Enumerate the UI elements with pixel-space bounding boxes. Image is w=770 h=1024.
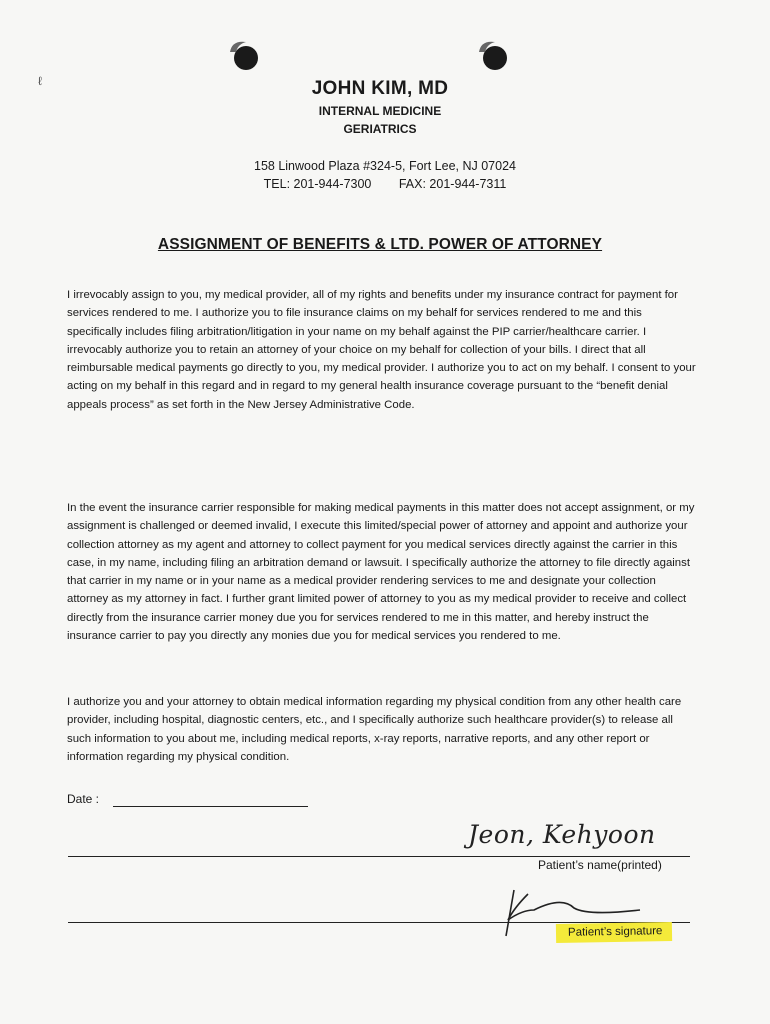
specialty-geriatrics: GERIATRICS [343, 122, 417, 136]
patient-signature-caption: Patient’s signature [556, 922, 673, 943]
stray-mark-icon: ℓ [38, 74, 42, 88]
patient-name-handwritten: Jeon, Kehyoon [468, 820, 656, 849]
medical-logo-icon [475, 36, 511, 72]
paragraph-medical-information: I authorize you and your attorney to obtain medical information regarding my physical condition from any other health care provider, including hospital, diagnostic centers, etc., and I specifically authorize such healthcare provider(s) to release all such information to you about me, including medical reports, x-ray reports, narrative reports, and any other report or information regarding my physical condition. [67, 696, 682, 763]
date-field-line[interactable] [113, 806, 308, 807]
document-title: ASSIGNMENT OF BENEFITS & LTD. POWER OF ATTORNEY [157, 236, 603, 253]
phone-number: TEL: 201-944-7300 [263, 177, 372, 191]
paragraph-assignment: I irrevocably assign to you, my medical provider, all of my rights and benefits under my insurance contract for payment for services rendered to me. I authorize you to file insurance claims on my behalf for services rendered to me and this specifically includes filing arbitration/litigation in your name on my behalf against the PIP carrier/healthcare carrier. I irrevocably authorize you to retain an attorney of your choice on my behalf for collection of your bills. I direct that all reimbursable medical payments go directly to you, my medical provider. I authorize you to act on my behalf. I consent to your acting on my behalf in this regard and in regard to my general health insurance coverage pursuant to the “benefit denial appeals process” as set forth in the New Jersey Administrative Code. [67, 289, 696, 411]
fax-number: FAX: 201-944-7311 [398, 177, 507, 191]
date-label: Date : [67, 792, 100, 806]
address: 158 Linwood Plaza #324-5, Fort Lee, NJ 07024 [254, 159, 516, 173]
contact-numbers [190, 177, 580, 191]
patient-name-line[interactable] [68, 856, 690, 857]
specialty-internal-medicine: INTERNAL MEDICINE [318, 104, 442, 118]
medical-logo-icon [226, 36, 262, 72]
doctor-name: JOHN KIM, MD [311, 78, 449, 99]
side-margin-print [752, 6, 764, 1006]
patient-name-caption: Patient’s name(printed) [538, 858, 662, 872]
paragraph-power-of-attorney: In the event the insurance carrier responsible for making medical payments in this matter does not accept assignment, or my assignment is challenged or deemed invalid, I execute this limited/special power of attorney and appoint and authorize your collection attorney as my agent and attorney to collect payment for you medical services directly against the carrier in this case, in my name, including filing an arbitration demand or lawsuit. I specifically authorize the attorney to file directly against that carrier in my name or in your name as a medical provider rendering services to me and designate your collection attorney as my attorney in fact. I further grant limited power of attorney to you as my medical provider to receive and collect directly from the insurance carrier money due you for services rendered to me in this matter, and hereby instruct the insurance carrier to pay you directly any monies due you for medical services you rendered to me. [67, 502, 695, 643]
